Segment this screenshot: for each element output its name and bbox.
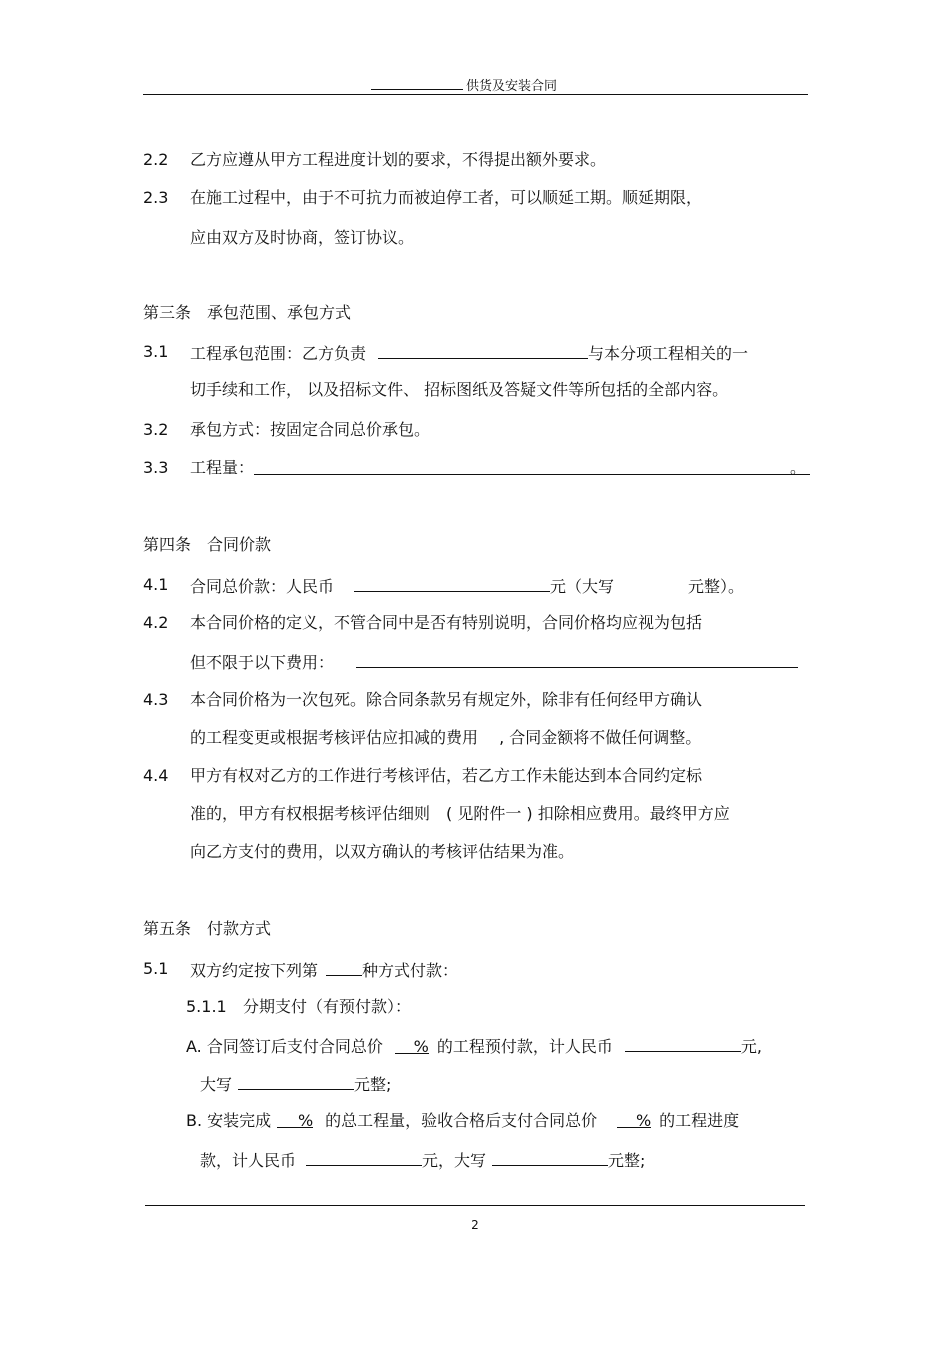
clause-number: 4.2 [143,613,169,632]
footer-rule [145,1205,805,1206]
text-segment: % [297,1111,314,1130]
clause-text [200,1149,645,1171]
section-heading: 第三条 承包范围、承包方式 [143,303,352,322]
text-segment: 元整）。 [688,577,745,596]
fill-in-blank [378,342,588,359]
fill-in-blank [492,1149,608,1166]
text-segment: 的总工程量，验收合格后支付合同总价 [325,1111,598,1130]
clause-text: 乙方应遵从甲方工程进度计划的要求，不得提出额外要求。 [190,150,607,169]
section-heading: 第四条 合同价款 [143,535,272,554]
clause-text: 分期支付（有预付款）： [243,997,412,1016]
clause-number: 4.3 [143,690,169,709]
text-segment: 款，计人民币 [200,1151,297,1170]
text-segment: 工程承包范围：乙方负责 [190,344,367,363]
text-segment: 元整; [354,1075,392,1094]
text-segment: B. 安装完成 [186,1111,272,1130]
clause-number: 3.2 [143,420,169,439]
text-segment: 但不限于以下费用： [190,653,335,672]
clause-number: 3.1 [143,342,169,361]
clause-number: 2.3 [143,188,169,207]
section-heading: 第五条 付款方式 [143,919,272,938]
clause-text [190,575,744,597]
clause-text [190,959,458,981]
clause-number: 5.1 [143,959,169,978]
clause-text: 本合同价格为一次包死。除合同条款另有规定外，除非有任何经甲方确认 [190,690,703,709]
clause-number: 4.1 [143,575,169,594]
text-segment: 合同总价款：人民币 [190,577,335,596]
header-title: 供货及安装合同 [466,79,558,94]
text-segment: % [635,1111,652,1130]
text-segment: 工程量： [190,458,255,477]
clause-text: 在施工过程中，由于不可抗力而被迫停工者，可以顺延工期。顺延期限， [190,188,703,207]
clause-text: 切手续和工作， 以及招标文件、 招标图纸及答疑文件等所包括的全部内容。 [190,380,729,399]
clause-number: 4.4 [143,766,169,785]
fill-in-blank [354,575,550,592]
clause-text [190,342,748,364]
page-number: 2 [471,1218,479,1232]
fill-in-blank [326,959,362,976]
text-segment: % [413,1037,429,1056]
clause-text: 向乙方支付的费用，以双方确认的考核评估结果为准。 [190,842,575,861]
clause-text: 甲方有权对乙方的工作进行考核评估，若乙方工作未能达到本合同约定标 [190,766,703,785]
fill-in-blank [306,1149,422,1166]
clause-number: 2.2 [143,150,169,169]
text-segment: 元, [740,1037,762,1056]
clause-text: 承包方式：按固定合同总价承包。 [190,420,431,439]
clause-number: 3.3 [143,458,169,477]
text-segment: 元（大写 [550,577,615,596]
clause-number: 5.1.1 [186,997,227,1016]
header-blank [371,77,463,90]
clause-text [186,1111,739,1131]
fill-in-blank [254,458,810,475]
text-segment: 元，大写 [422,1151,487,1170]
clause-text [200,1073,391,1095]
header-rule [143,94,808,95]
fill-in-blank [395,1037,429,1054]
clause-text: 准的，甲方有权根据考核评估细则 ( 见附件一 ) 扣除相应费用。最终甲方应 [190,804,730,823]
page-header [371,75,557,94]
clause-text [190,458,810,478]
clause-text [186,1035,762,1057]
text-segment: 双方约定按下列第 [190,961,319,980]
clause-text [190,651,798,673]
text-segment: 。 [790,458,807,477]
fill-in-blank [356,651,798,668]
clause-text: 本合同价格的定义，不管合同中是否有特别说明，合同价格均应视为包括 [190,613,703,632]
fill-in-blank [277,1111,313,1128]
text-segment: 种方式付款： [362,961,459,980]
fill-in-blank [238,1073,354,1090]
fill-in-blank [617,1111,651,1128]
clause-text: 应由双方及时协商，签订协议。 [190,228,415,247]
fill-in-blank [625,1035,741,1052]
text-segment: 与本分项工程相关的一 [588,344,749,363]
text-segment: 的工程预付款，计人民币 [436,1037,613,1056]
text-segment: 大写 [200,1075,233,1094]
text-segment: 元整; [608,1151,646,1170]
clause-text: 的工程变更或根据考核评估应扣减的费用 , 合同金额将不做任何调整。 [190,728,702,747]
text-segment: 的工程进度 [659,1111,740,1130]
text-segment: A. 合同签订后支付合同总价 [186,1037,383,1056]
